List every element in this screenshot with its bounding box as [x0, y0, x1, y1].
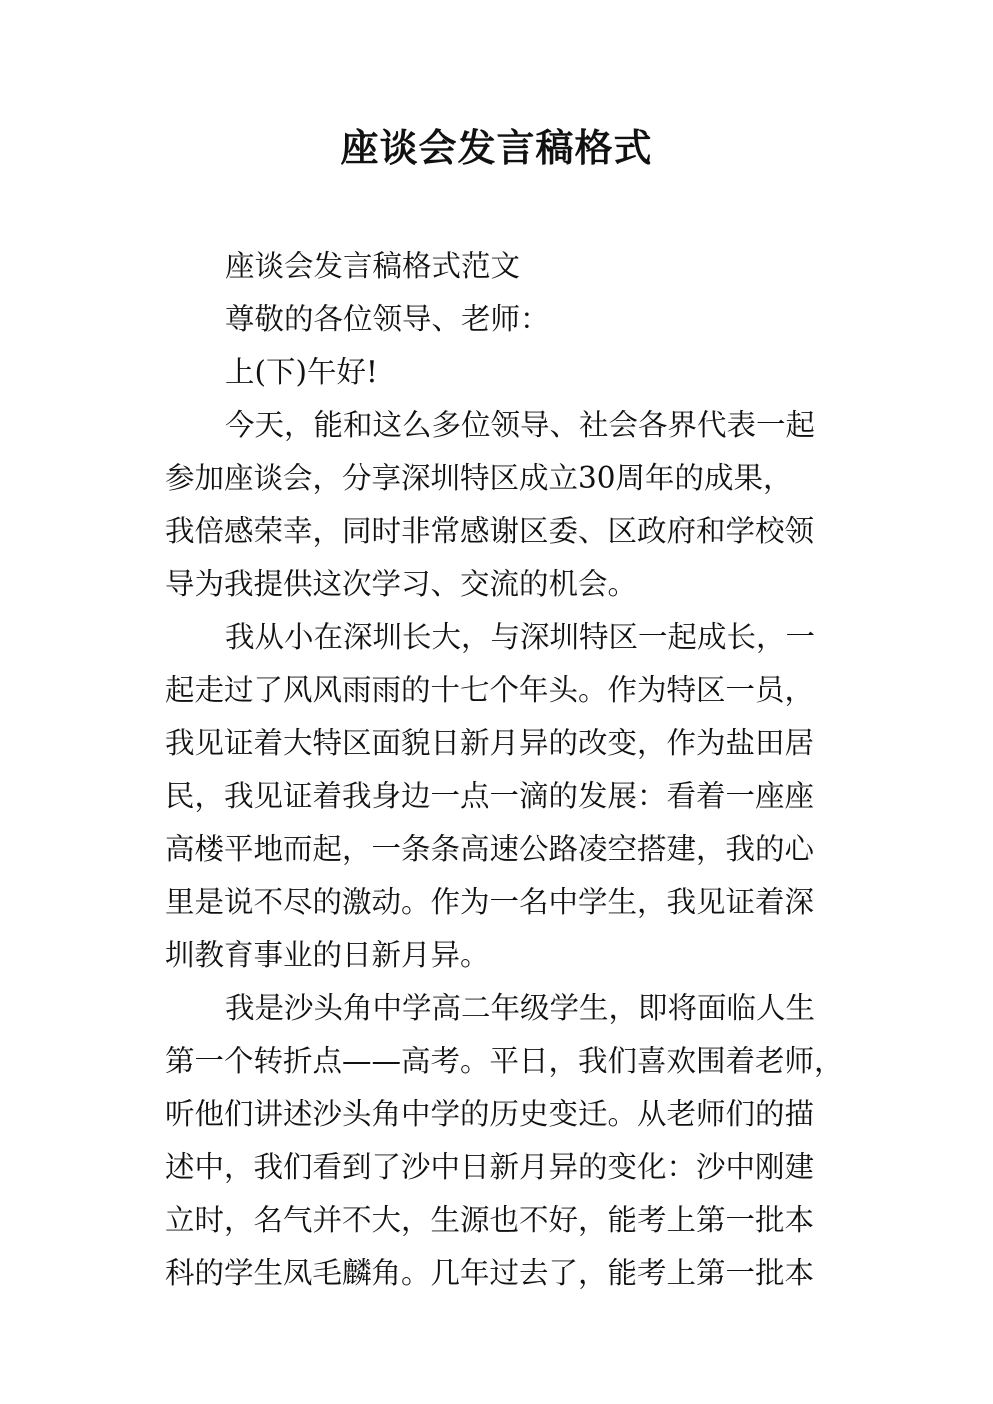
- body-line: 起走过了风风雨雨的十七个年头。作为特区一员，: [165, 673, 815, 707]
- body-line: 我见证着大特区面貌日新月异的改变，作为盐田居: [165, 726, 815, 760]
- body-line: 尊敬的各位领导、老师：: [225, 302, 550, 336]
- body-line: 述中，我们看到了沙中日新月异的变化：沙中刚建: [165, 1150, 815, 1184]
- body-line: 圳教育事业的日新月异。: [165, 938, 490, 972]
- body-line: 科的学生凤毛麟角。几年过去了，能考上第一批本: [165, 1256, 815, 1290]
- body-line: 参加座谈会，分享深圳特区成立30周年的成果，: [165, 461, 793, 495]
- body-line: 第一个转折点——高考。平日，我们喜欢围着老师，: [165, 1044, 844, 1078]
- document-body: [165, 240, 845, 1300]
- body-line: 民，我见证着我身边一点一滴的发展：看着一座座: [165, 779, 815, 813]
- body-line: 我是沙头角中学高二年级学生，即将面临人生: [225, 991, 816, 1025]
- body-line: 导为我提供这次学习、交流的机会。: [165, 567, 638, 601]
- body-line: 里是说不尽的激动。作为一名中学生，我见证着深: [165, 885, 815, 919]
- body-line: 我倍感荣幸，同时非常感谢区委、区政府和学校领: [165, 514, 815, 548]
- body-line: 我从小在深圳长大，与深圳特区一起成长，一: [225, 620, 816, 654]
- document-title: 座谈会发言稿格式: [340, 126, 653, 170]
- body-line: 上(下)午好!: [225, 355, 378, 389]
- body-line: 立时，名气并不大，生源也不好，能考上第一批本: [165, 1203, 815, 1237]
- body-line: 高楼平地而起，一条条高速公路凌空搭建，我的心: [165, 832, 815, 866]
- body-line: 今天，能和这么多位领导、社会各界代表一起: [225, 408, 816, 442]
- body-line: 座谈会发言稿格式范文: [225, 249, 521, 283]
- body-line: 听他们讲述沙头角中学的历史变迁。从老师们的描: [165, 1097, 815, 1131]
